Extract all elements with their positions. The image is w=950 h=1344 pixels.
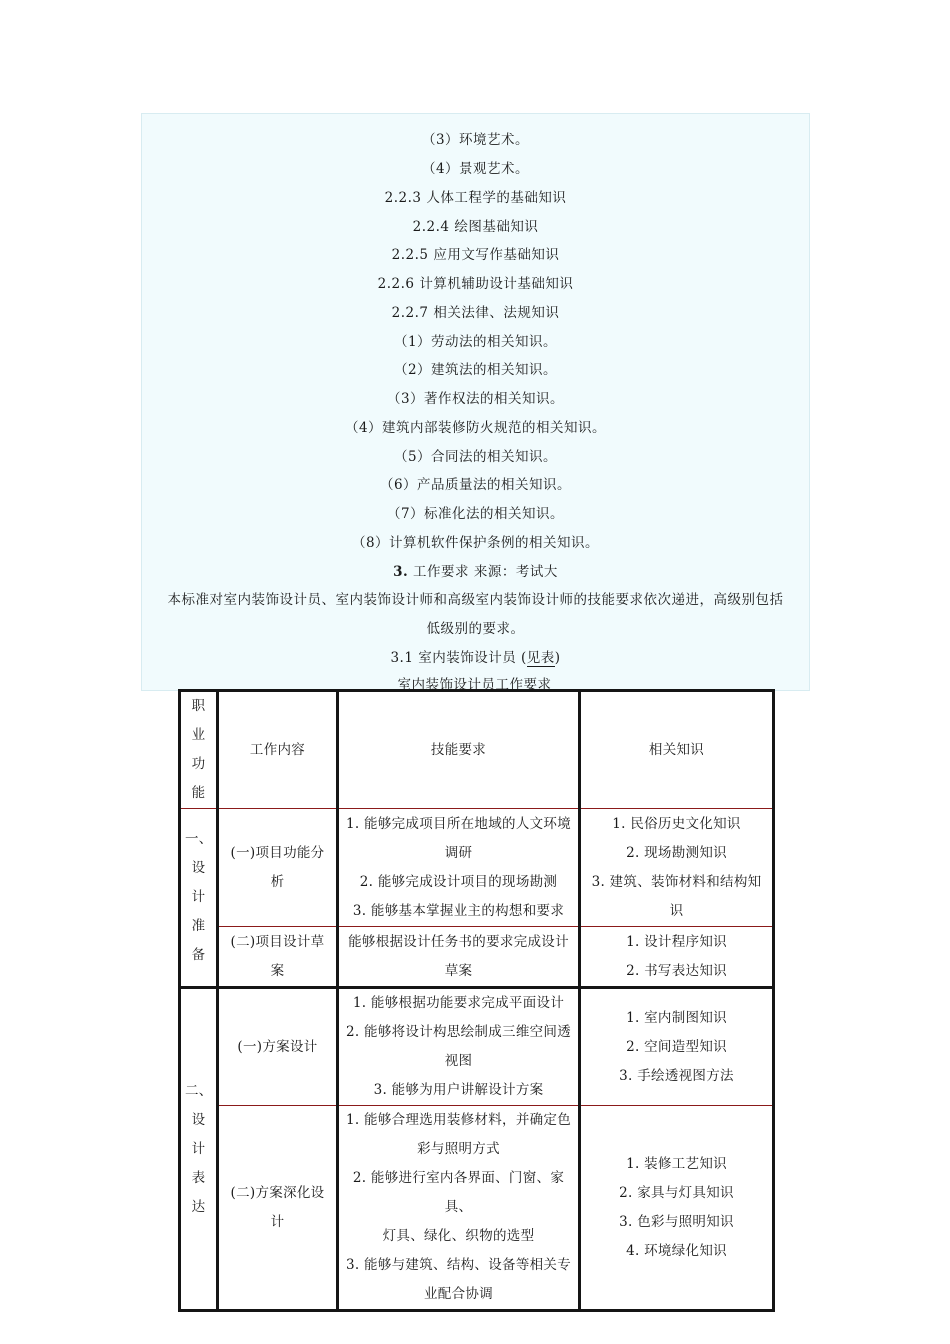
text-line: 2.2.7 相关法律、法规知识 <box>391 305 560 321</box>
knowledge-cell: 1. 室内制图知识 2. 空间造型知识 3. 手绘透视图方法 <box>580 988 774 1106</box>
text-line: （2）建筑法的相关知识。 <box>393 362 558 378</box>
skills-cell: 能够根据设计任务书的要求完成设计 草案 <box>338 927 580 988</box>
header-content: 工作内容 <box>218 691 338 809</box>
knowledge-cell: 1. 设计程序知识 2. 书写表达知识 <box>580 927 774 988</box>
text-line: 2.2.3 人体工程学的基础知识 <box>384 190 567 206</box>
table-row <box>180 927 774 988</box>
knowledge-cell: 1. 装修工艺知识 2. 家具与灯具知识 3. 色彩与照明知识 4. 环境绿化知识 <box>580 1106 774 1311</box>
header-skills: 技能要求 <box>338 691 580 809</box>
content-cell: (一)方案设计 <box>218 988 338 1106</box>
text-line: （4）建筑内部装修防火规范的相关知识。 <box>344 420 607 436</box>
table-ref-link[interactable]: 见表 <box>526 650 555 666</box>
skills-cell: 1. 能够完成项目所在地域的人文环境 调研 2. 能够完成设计项目的现场勘测 3. 能够基本掌握业主的构想和要求 <box>338 809 580 927</box>
function-cell: 二、 设 计 表 达 <box>180 988 218 1311</box>
content-cell: (二)项目设计草 案 <box>218 927 338 988</box>
table-caption: 室内装饰设计员工作要求 <box>397 677 552 693</box>
knowledge-cell: 1. 民俗历史文化知识 2. 现场勘测知识 3. 建筑、装饰材料和结构知 识 <box>580 809 774 927</box>
work-requirements-table <box>178 689 775 1312</box>
intro-line: 本标准对室内装饰设计员、室内装饰设计师和高级室内装饰设计师的技能要求依次递进，高级别包括 <box>167 592 784 608</box>
subsection-prefix: 3.1 室内装饰设计员 ( <box>390 650 527 666</box>
text-line: 2.2.4 绘图基础知识 <box>412 219 539 235</box>
intro-line: 低级别的要求。 <box>426 621 525 637</box>
text-line: 2.2.5 应用文写作基础知识 <box>391 247 560 263</box>
text-line: （8）计算机软件保护条例的相关知识。 <box>351 535 600 551</box>
text-line: （4）景观艺术。 <box>421 161 530 177</box>
table-row <box>180 1106 774 1311</box>
text-line: （5）合同法的相关知识。 <box>393 449 558 465</box>
header-function: 职业 功能 <box>180 691 218 809</box>
text-line: （7）标准化法的相关知识。 <box>386 506 565 522</box>
text-panel <box>141 113 810 691</box>
table-row <box>180 988 774 1106</box>
content-cell: (一)项目功能分 析 <box>218 809 338 927</box>
skills-cell: 1. 能够合理选用装修材料，并确定色 彩与照明方式 2. 能够进行室内各界面、门窗、家具、 灯具、绿化、织物的选型 3. 能够与建筑、结构、设备等相关专 业配合协调 <box>338 1106 580 1311</box>
table-header-row <box>180 691 774 809</box>
text-line: （1）劳动法的相关知识。 <box>393 334 558 350</box>
skills-cell: 1. 能够根据功能要求完成平面设计 2. 能够将设计构思绘制成三维空间透 视图 3. 能够为用户讲解设计方案 <box>338 988 580 1106</box>
section-heading <box>142 560 809 580</box>
table-row <box>180 809 774 927</box>
section-title: 工作要求 来源：考试大 <box>408 564 558 580</box>
subsection-suffix: ) <box>554 650 561 666</box>
content-cell: (二)方案深化设 计 <box>218 1106 338 1311</box>
text-line: （3）环境艺术。 <box>421 132 530 148</box>
text-line: 2.2.6 计算机辅助设计基础知识 <box>377 276 574 292</box>
subsection-heading <box>142 646 809 666</box>
text-line: （3）著作权法的相关知识。 <box>386 391 565 407</box>
function-cell: 一、 设 计 准 备 <box>180 809 218 988</box>
section-number: 3. <box>393 564 409 580</box>
header-knowledge: 相关知识 <box>580 691 774 809</box>
text-line: （6）产品质量法的相关知识。 <box>379 477 572 493</box>
